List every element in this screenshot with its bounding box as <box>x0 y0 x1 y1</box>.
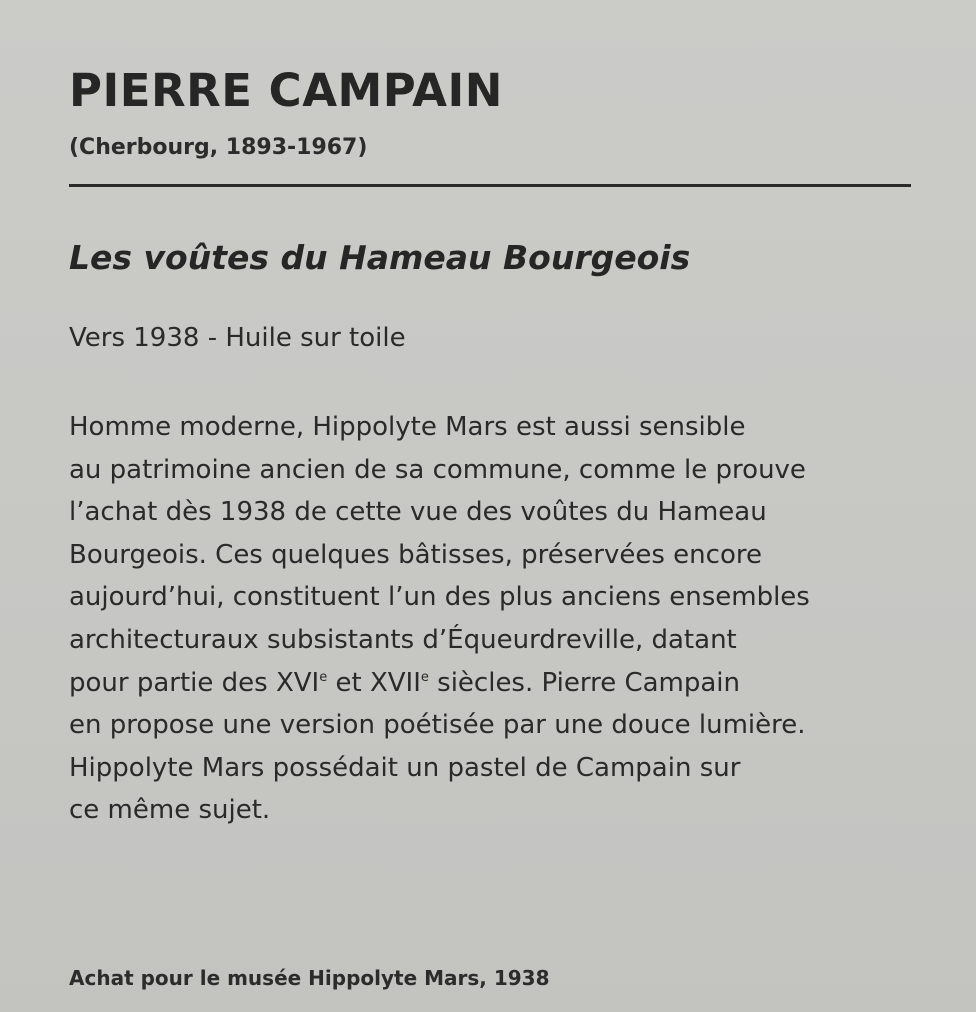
description-line-centuries <box>69 662 949 705</box>
description-line: Hippolyte Mars possédait un pastel de Campain sur <box>69 752 741 783</box>
description-text-part: pour partie des XVI <box>69 667 320 698</box>
description-line: Homme moderne, Hippolyte Mars est aussi sensible <box>69 412 746 442</box>
description-text <box>69 406 949 832</box>
acquisition-credit: Achat pour le musée Hippolyte Mars, 1938 <box>69 966 550 990</box>
description-line: l’achat dès 1938 de cette vue des voûtes du Hameau <box>69 497 767 528</box>
description-text-part: siècles. Pierre Campain <box>428 667 741 698</box>
description-line: en propose une version poétisée par une douce lumière. <box>69 710 806 741</box>
description-line: aujourd’hui, constituent l’un des plus anciens ensembles <box>69 582 810 613</box>
description-line: au patrimoine ancien de sa commune, comme le prouve <box>69 454 806 485</box>
superscript-e: e <box>420 669 429 685</box>
artist-name: PIERRE CAMPAIN <box>69 64 503 117</box>
description-line: ce même sujet. <box>69 795 271 826</box>
divider <box>69 184 911 187</box>
artist-dates: (Cherbourg, 1893-1967) <box>69 135 368 160</box>
description-line: architecturaux subsistants d’Équeurdreville, datant <box>69 624 737 655</box>
description-line: Bourgeois. Ces quelques bâtisses, préservées encore <box>69 539 762 570</box>
description-text-part: et XVII <box>327 667 421 698</box>
artwork-title: Les voûtes du Hameau Bourgeois <box>69 238 691 277</box>
superscript-e: e <box>319 669 328 685</box>
artwork-date-medium: Vers 1938 - Huile sur toile <box>69 323 406 353</box>
